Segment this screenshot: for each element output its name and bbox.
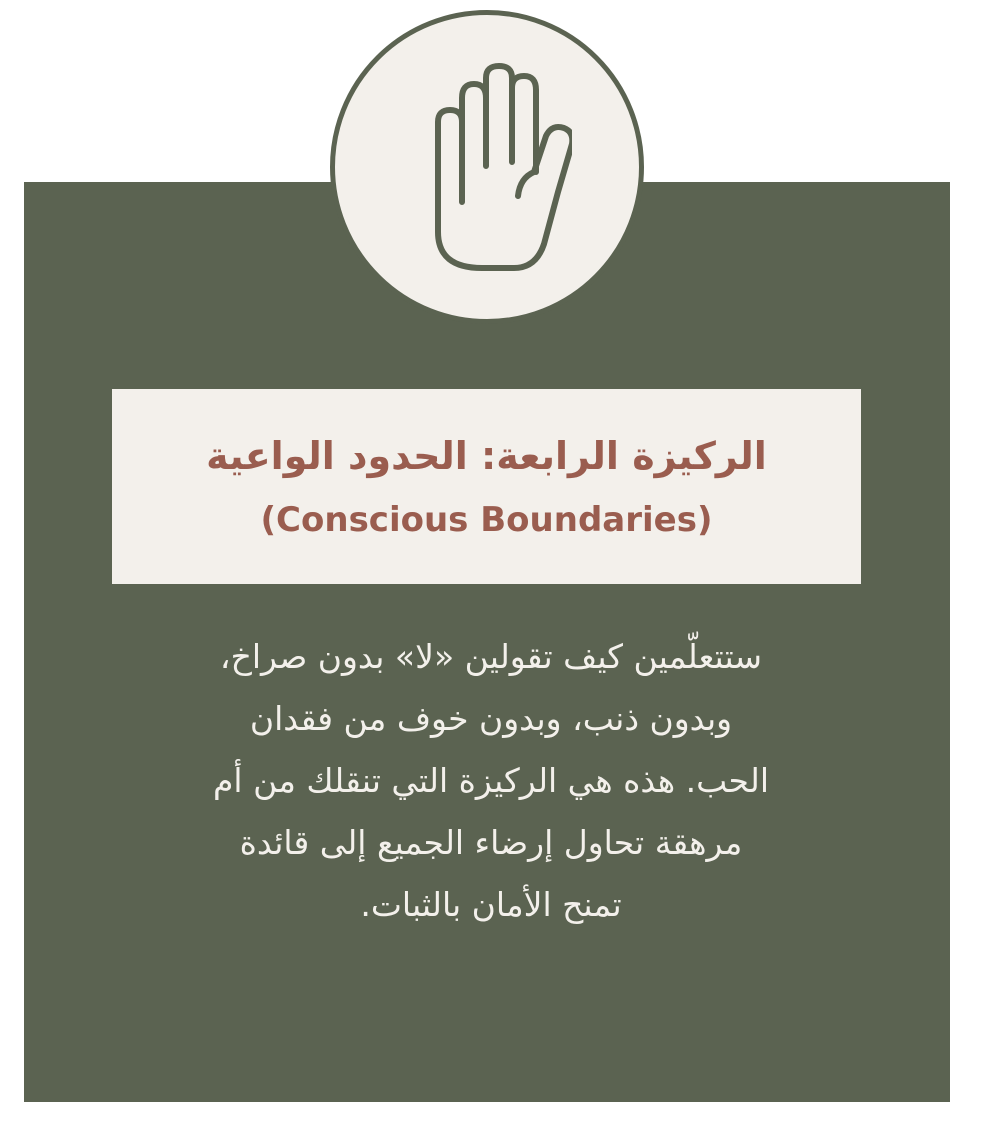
card-title-english: (Conscious Boundaries) xyxy=(260,499,713,540)
card-description xyxy=(80,626,902,936)
title-box xyxy=(112,389,861,584)
raised-hand-icon xyxy=(402,62,572,272)
icon-badge xyxy=(330,10,644,324)
description-line: وبدون ذنب، وبدون خوف من فقدان xyxy=(249,699,733,738)
description-line: ستتعلّمين كيف تقولين «لا» بدون صراخ، xyxy=(219,637,763,676)
description-line: مرهقة تحاول إرضاء الجميع إلى قائدة xyxy=(239,823,743,862)
card-title-arabic: الركيزة الرابعة: الحدود الواعية xyxy=(206,433,767,478)
description-line: تمنح الأمان بالثبات. xyxy=(360,885,622,924)
description-line: الحب. هذه هي الركيزة التي تنقلك من أم xyxy=(212,761,770,800)
